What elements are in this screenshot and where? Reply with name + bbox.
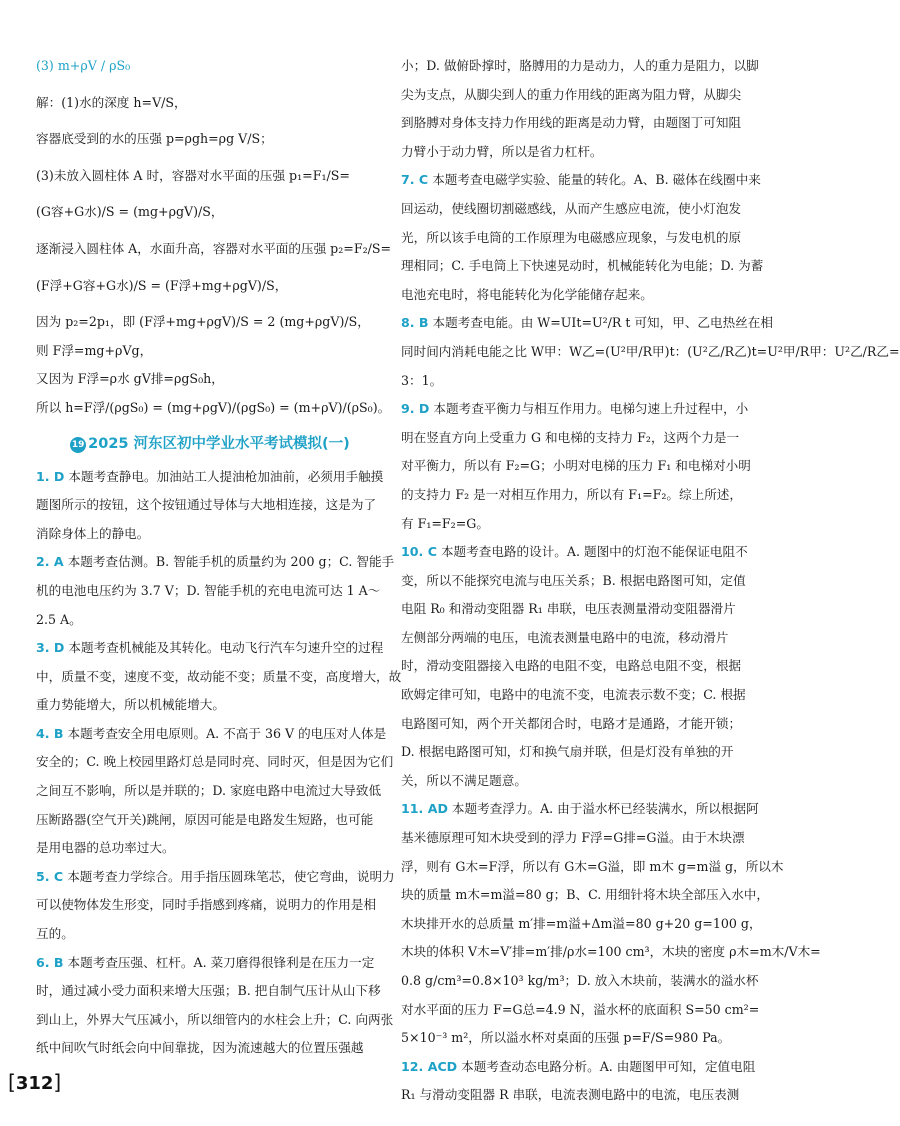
line-text: 电路图可知，两个开关都闭合时，电路才是通路，才能开锁； — [401, 715, 742, 731]
text-line — [36, 634, 384, 663]
line-text: D. 根据电路图可知，灯和换气扇并联，但是灯没有单独的开 — [401, 744, 734, 760]
line-text: 可以使物体发生形变，同时手指感到疼痛，说明力的作用是相 — [36, 897, 377, 913]
text-line — [401, 452, 773, 481]
line-text: 关，所以不满足题意。 — [401, 772, 527, 788]
text-line — [36, 337, 384, 366]
text-line — [401, 538, 773, 567]
answer-number: 12. ACD — [401, 1058, 458, 1074]
line-text: 纸中间吹气时纸会向中间靠拢，因为流速越大的位置压强越 — [36, 1040, 364, 1056]
text-line — [401, 567, 773, 596]
text-line — [401, 738, 773, 767]
line-text: 本题考查平衡力与相互作用力。电梯匀速上升过程中，小 — [433, 401, 749, 417]
line-text: 同时间内消耗电能之比 W甲：W乙=(U²甲/R甲)t：(U²乙/R乙)t=U²甲/R甲：U²乙/R乙= — [401, 343, 900, 359]
text-line — [401, 853, 784, 882]
text-line — [401, 510, 773, 539]
answer-number: 9. D — [401, 401, 430, 417]
text-line — [36, 1006, 394, 1035]
text-line — [36, 394, 391, 423]
line-text: 木块的体积 V木=V′排=m′排/ρ水=100 cm³，木块的密度 ρ木=m木/V木= — [401, 944, 821, 960]
line-text: 时，滑动变阻器接入电路的电阻不变，电路总电阻不变，根据 — [401, 658, 742, 674]
line-text: 本题考查静电。加油站工人提油枪加油前，必须用手触摸 — [68, 468, 384, 484]
text-line — [401, 195, 773, 224]
text-line — [401, 881, 773, 910]
answer-number: 10. C — [401, 544, 437, 560]
text-line — [401, 367, 773, 396]
text-line — [36, 190, 384, 198]
line-text: 所以 h=F浮/(ρgS₀) = (mg+ρgV)/(ρgS₀) = (m+ρV)/(ρS₀)。 — [36, 399, 391, 415]
text-line — [401, 996, 773, 1025]
line-text: 本题考查机械能及其转化。电动飞行汽车匀速升空的过程 — [68, 640, 384, 656]
line-text: 因为 p₂=2p₁，即 (F浮+mg+ρgV)/S = 2 (mg+ρgV)/S， — [36, 314, 370, 330]
line-text: 基米德原理可知木块受到的浮力 F浮=G排=G溢。由于木块漂 — [401, 830, 745, 846]
line-text: 电池充电时，将电能转化为化学能储存起来。 — [401, 286, 653, 302]
text-line — [401, 652, 773, 681]
text-line — [36, 52, 384, 81]
text-line — [36, 577, 384, 606]
line-text: 欧姆定律可知，电路中的电流不变，电流表示数不变；C. 根据 — [401, 687, 746, 703]
text-line — [401, 624, 773, 653]
line-text: 尖为支点，从脚尖到人的重力作用线的距离为阻力臂，从脚尖 — [401, 86, 742, 102]
text-line — [401, 481, 773, 510]
line-text: 块的质量 m木=m溢=80 g；B、C. 用细针将木块全部压入水中， — [401, 887, 769, 903]
line-text: 题图所示的按钮，这个按钮通过导体与大地相连接，这是为了 — [36, 497, 377, 513]
text-line — [36, 777, 384, 806]
text-line — [401, 824, 773, 853]
line-text: 机的电池电压约为 3.7 V；D. 智能手机的充电电流可达 1 A～ — [36, 582, 381, 598]
line-text: 重力势能增大，所以机械能增大。 — [36, 697, 225, 713]
text-line — [36, 308, 384, 337]
answer-number: 3. D — [36, 640, 65, 656]
text-line — [401, 166, 773, 195]
line-text: 3：1。 — [401, 372, 443, 388]
text-line — [401, 1053, 773, 1082]
right-column — [401, 52, 900, 1110]
text-line — [401, 1081, 773, 1110]
text-line — [36, 198, 384, 227]
line-text: 小；D. 做俯卧撑时，胳膊用的力是动力，人的重力是阻力，以脚 — [401, 58, 759, 73]
text-line — [36, 606, 384, 635]
text-line — [36, 949, 384, 978]
line-text: 浮，则有 G木=F浮，所以有 G木=G溢，即 m木 g=m溢 g，所以木 — [401, 858, 784, 874]
line-text: 又因为 F浮=ρ水 gV排=ρgS₀h， — [36, 371, 224, 387]
text-line — [36, 977, 384, 1006]
line-text: 本题考查电磁学实验、能量的转化。A、B. 磁体在线圈中来 — [432, 172, 761, 188]
text-line — [401, 281, 773, 310]
text-line — [36, 300, 384, 308]
text-line — [401, 967, 773, 996]
answer-number: 11. AD — [401, 801, 448, 817]
left-column — [36, 52, 402, 1063]
text-line — [36, 162, 384, 191]
line-text: 明在竖直方向上受重力 G 和电梯的支持力 F₂，这两个力是一 — [401, 429, 740, 445]
line-text: 解：(1)水的深度 h=V/S， — [36, 94, 187, 110]
line-text: 本题考查力学综合。用手指压圆珠笔芯，使它弯曲，说明力 — [67, 868, 395, 884]
text-line — [401, 767, 773, 796]
text-line — [401, 424, 773, 453]
text-line — [36, 720, 387, 749]
line-text: 容器底受到的水的压强 p=ρgh=ρg V/S； — [36, 131, 273, 147]
line-text: 光，所以该手电筒的工作原理为电磁感应现象，与发电机的原 — [401, 229, 742, 245]
line-text: 本题考查浮力。A. 由于溢水杯已经装满水，所以根据阿 — [451, 801, 759, 817]
line-text: 本题考查动态电路分析。A. 由题图甲可知，定值电阻 — [461, 1058, 756, 1074]
text-line — [36, 117, 384, 125]
text-line — [36, 235, 392, 264]
answer-number: 5. C — [36, 868, 64, 884]
text-line — [401, 681, 773, 710]
line-text: 时，通过减小受力面积来增大压强；B. 把自制气压计从山下移 — [36, 983, 381, 999]
line-text: 本题考查电路的设计。A. 题图中的灯泡不能保证电阻不 — [440, 544, 748, 560]
text-line — [36, 920, 384, 949]
text-line — [401, 138, 773, 167]
line-text: 对平衡力，所以有 F₂=G；小明对电梯的压力 F₁ 和电梯对小明 — [401, 458, 751, 474]
text-line — [36, 463, 384, 492]
line-text: 理相同；C. 手电筒上下快速晃动时，机械能转化为电能；D. 为蓄 — [401, 258, 764, 274]
text-line — [36, 834, 384, 863]
text-line — [36, 691, 384, 720]
answer-number: 7. C — [401, 172, 429, 188]
answer-number: 6. B — [36, 954, 64, 970]
text-line — [36, 365, 384, 394]
text-line — [401, 224, 773, 253]
line-text: (G容+G水)/S = (mg+ρgV)/S， — [36, 204, 224, 220]
answer-number: 1. D — [36, 468, 65, 484]
section-title: 2025 河东区初中学业水平考试模拟(一) — [88, 435, 350, 452]
text-line — [401, 938, 821, 967]
text-line — [36, 89, 384, 118]
text-line — [401, 338, 900, 367]
line-text: 消除身体上的静电。 — [36, 525, 150, 541]
line-text: 安全的；C. 晚上校园里路灯总是同时亮、同时灭，但是因为它们 — [36, 754, 394, 770]
line-text: 到胳膊对身体支持力作用线的距离是动力臂，由题图丁可知阻 — [401, 115, 742, 131]
text-line — [401, 395, 773, 424]
text-line — [36, 81, 384, 89]
line-text: 木块排开水的总质量 m′排=m溢+Δm溢=80 g+20 g=100 g， — [401, 915, 762, 931]
text-line — [36, 125, 384, 154]
section-heading — [36, 429, 384, 459]
text-line — [401, 910, 773, 939]
text-line — [36, 748, 394, 777]
line-text: (3) m+ρV / ρS₀ — [36, 58, 131, 73]
text-line — [36, 548, 395, 577]
text-line — [36, 863, 395, 892]
text-line — [36, 154, 384, 162]
text-line — [36, 1034, 384, 1063]
line-text: 中，质量不变，速度不变，故动能不变；质量不变，高度增大，故 — [36, 668, 402, 684]
line-text: R₁ 与滑动变阻器 R 串联，电流表测电路中的电流，电压表测 — [401, 1087, 740, 1103]
page-number: [312] — [8, 1070, 62, 1094]
line-text: 的支持力 F₂ 是一对相互作用力，所以有 F₁=F₂。综上所述， — [401, 486, 742, 502]
line-text: 有 F₁=F₂=G。 — [401, 515, 489, 531]
line-text: 本题考查压强、杠杆。A. 菜刀磨得很锋利是在压力一定 — [67, 954, 375, 970]
text-line — [401, 52, 773, 81]
line-text: 本题考查安全用电原则。A. 不高于 36 V 的电压对人体是 — [67, 725, 387, 741]
text-line — [401, 595, 773, 624]
text-line — [401, 1024, 773, 1053]
line-text: 对水平面的压力 F=G总=4.9 N，溢水杯的底面积 S=50 cm²= — [401, 1001, 760, 1017]
answer-number: 2. A — [36, 554, 64, 570]
text-line — [36, 663, 402, 692]
text-line — [401, 710, 773, 739]
line-text: (3)未放入圆柱体 A 时，容器对水平面的压强 p₁=F₁/S= — [36, 167, 350, 183]
text-line — [36, 227, 384, 235]
text-line — [36, 264, 384, 272]
text-line — [401, 81, 773, 110]
line-text: 2.5 A。 — [36, 611, 82, 627]
line-text: 互的。 — [36, 926, 74, 942]
text-line — [401, 109, 773, 138]
line-text: 力臂小于动力臂，所以是省力杠杆。 — [401, 143, 603, 159]
answer-number: 4. B — [36, 725, 64, 741]
line-text: 本题考查电能。由 W=UIt=U²/R t 可知，甲、乙电热丝在相 — [432, 315, 773, 331]
line-text: 0.8 g/cm³=0.8×10³ kg/m³；D. 放入木块前，装满水的溢水杯 — [401, 973, 759, 988]
line-text: 到山上，外界大气压减小，所以细管内的水柱会上升；C. 向两张 — [36, 1011, 394, 1027]
line-text: (F浮+G容+G水)/S = (F浮+mg+ρgV)/S， — [36, 277, 288, 293]
line-text: 变，所以不能探究电流与电压关系；B. 根据电路图可知，定值 — [401, 572, 746, 588]
line-text: 逐渐浸入圆柱体 A，水面升高，容器对水平面的压强 p₂=F₂/S= — [36, 240, 392, 256]
text-line — [36, 272, 384, 301]
line-text: 本题考查估测。B. 智能手机的质量约为 200 g；C. 智能手 — [67, 554, 395, 570]
text-line — [401, 309, 773, 338]
line-text: 5×10⁻³ m²，所以溢水杯对桌面的压强 p=F/S=980 Pa。 — [401, 1030, 731, 1046]
line-text: 压断路器(空气开关)跳闸，原因可能是电路发生短路，也可能 — [36, 811, 374, 827]
line-text: 回运动，使线圈切割磁感线，从而产生感应电流，使小灯泡发 — [401, 200, 742, 216]
text-line — [401, 795, 773, 824]
line-text: 是用电器的总功率过大。 — [36, 840, 175, 856]
line-text: 之间互不影响，所以是并联的；D. 家庭电路中电流过大导致低 — [36, 783, 382, 799]
line-text: 左侧部分两端的电压，电流表测量电路中的电流，移动滑片 — [401, 629, 729, 645]
text-line — [36, 806, 384, 835]
text-line — [36, 491, 384, 520]
line-text: 电阻 R₀ 和滑动变阻器 R₁ 串联，电压表测量滑动变阻器滑片 — [401, 601, 736, 617]
text-line — [401, 252, 773, 281]
text-line — [36, 891, 384, 920]
text-line — [36, 520, 384, 549]
answer-number: 8. B — [401, 315, 429, 331]
section-badge: 19 — [70, 437, 86, 453]
line-text: 则 F浮=mg+ρVg， — [36, 342, 153, 358]
